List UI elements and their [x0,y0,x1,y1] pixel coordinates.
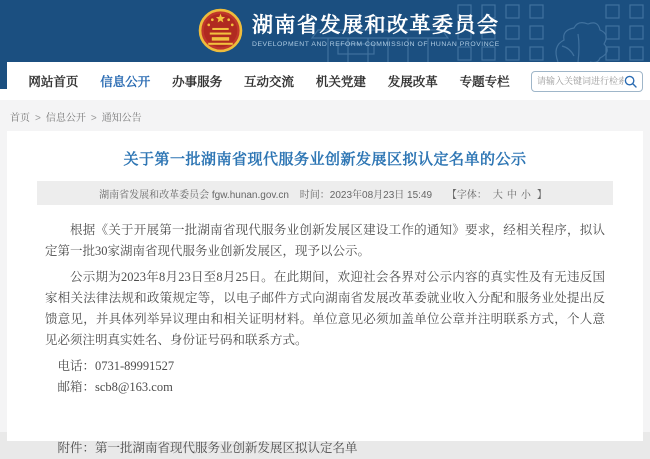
nav-item-development-reform[interactable]: 发展改革 [387,75,438,89]
search-box[interactable] [531,71,643,92]
breadcrumb-info-disclosure[interactable]: 信息公开 [45,113,86,124]
article-source: 湖南省发展和改革委员会 fgw.hunan.gov.cn [99,190,289,201]
article-paragraph-2: 公示期为2023年8月23日至8月25日。在此期间，欢迎社会各界对公示内容的真实性及有无违反国家相关法律法规和政策规定等，以电子邮件方式向湖南省发展改革委就业收入分配和服务业处提出反馈意见，并具体列举异议理由和相关证明材料。单位意见必须加盖单位公章并注明联系方式，个人意见必须注明真实姓名、身份证号码和联系方式。 [45,270,605,347]
breadcrumb-separator: > [35,113,41,124]
breadcrumb [0,100,650,131]
font-label-prefix: 【字体： [446,190,487,201]
org-name-en: DEVELOPMENT AND REFORM COMMISSION OF HUNAN PROVINCE [252,41,500,49]
phone-line: 电话：0731-89991527 [57,359,175,373]
nav-item-special-topics[interactable]: 专题专栏 [459,75,510,89]
nav-item-services[interactable]: 办事服务 [172,75,223,89]
search-input[interactable] [537,76,624,86]
site-header [0,0,650,62]
article-time: 时间：2023年08月23日 15:49 [299,190,433,201]
nav-item-info-disclosure[interactable]: 信息公开 [100,75,151,89]
breadcrumb-current: 通知公告 [101,113,142,124]
font-size-small[interactable]: 小 [520,190,531,201]
font-size-large[interactable]: 大 [492,190,503,201]
nav-left-accent [0,62,7,89]
article-title: 关于第一批湖南省现代服务业创新发展区拟认定名单的公示 [123,151,527,168]
font-size-medium[interactable]: 中 [506,190,517,201]
org-name-cn: 湖南省发展和改革委员会 [252,13,500,37]
breadcrumb-separator: > [90,113,97,124]
font-label-suffix: 】 [536,190,547,201]
brand-text [252,13,500,48]
article-paragraph-1: 根据《关于开展第一批湖南省现代服务业创新发展区建设工作的通知》要求，经相关程序，拟认定第一批30家湖南省现代服务业创新发展区，现予以公示。 [45,223,605,258]
attachment-link[interactable]: 附件：第一批湖南省现代服务业创新发展区拟认定名单 [57,441,358,455]
national-emblem-logo [198,8,243,53]
search-icon[interactable] [624,75,637,88]
article-body [45,220,605,459]
nav-item-party-building[interactable]: 机关党建 [315,75,366,89]
nav-item-home[interactable]: 网站首页 [28,75,79,89]
font-size-control [443,190,551,201]
article-meta-bar [37,181,613,205]
email-line: 邮箱：scb8@163.com [57,380,173,394]
breadcrumb-home[interactable]: 首页 [10,113,30,124]
main-nav [0,62,650,100]
nav-item-interaction[interactable]: 互动交流 [244,75,295,89]
article-panel [7,131,643,455]
site-brand[interactable] [198,8,500,53]
